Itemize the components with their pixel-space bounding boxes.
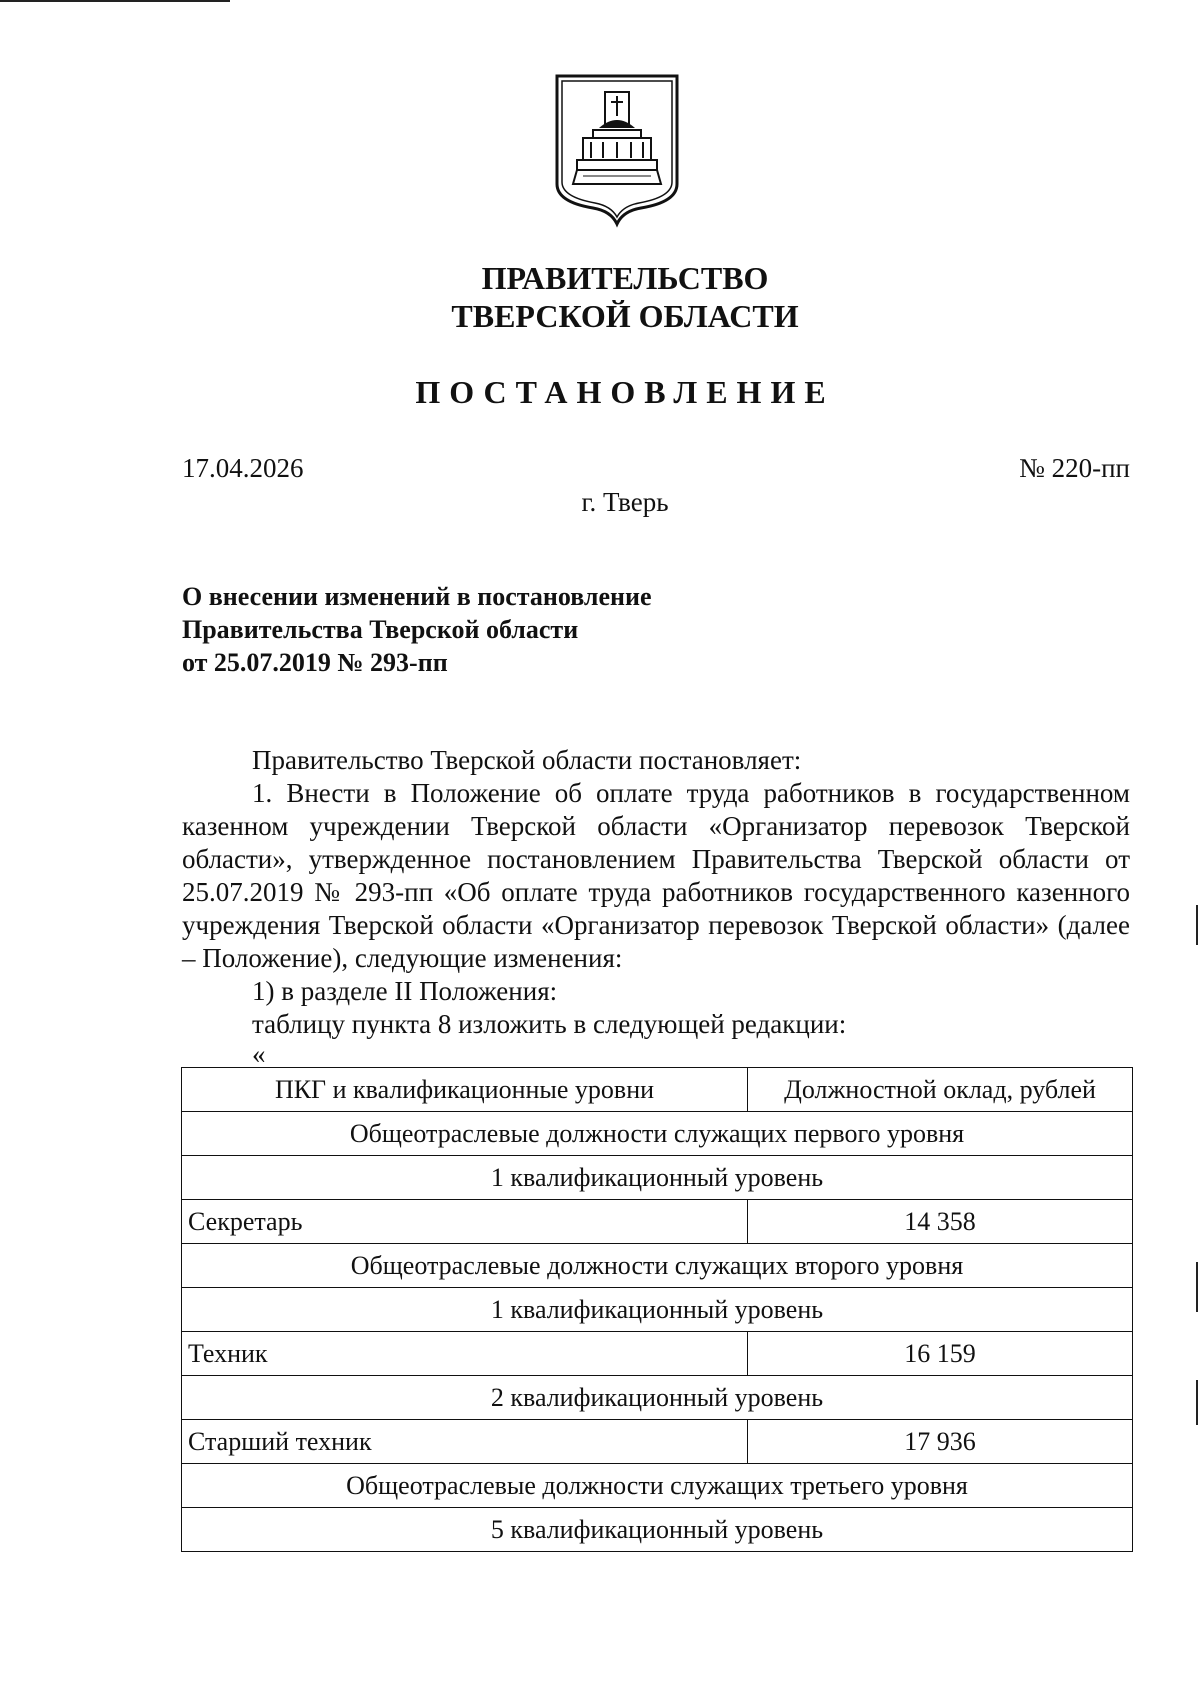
subject-line: Правительства Тверской области	[182, 615, 579, 644]
body-item-1: 1. Внести в Положение об оплате труда работников в государственном казенном учреждении Тверской области «Организатор перевозок Тверской области», утвержденное постановлением Правительства Тверской области от 25.07.2019 № 293-пп «Об оплате труда работников государственного казенного учреждения Тверской области «Организатор перевозок Тверской области» (далее – Положение), следующие изменения:	[182, 778, 1130, 973]
table-row	[182, 1464, 1133, 1508]
table-row	[182, 1112, 1133, 1156]
qualification-level-cell: 1 квалификационный уровень	[182, 1156, 1133, 1200]
decree-city: г. Тверь	[581, 487, 669, 517]
salary-table	[181, 1067, 1133, 1552]
table-row	[182, 1200, 1133, 1244]
table-header-cell: ПКГ и квалификационные уровни	[182, 1068, 748, 1112]
qualification-level-cell: 5 квалификационный уровень	[182, 1508, 1133, 1552]
table-row	[182, 1288, 1133, 1332]
scan-edge-line	[1196, 905, 1198, 945]
scan-edge-line	[0, 0, 230, 2]
table-row	[182, 1332, 1133, 1376]
group-heading-cell: Общеотраслевые должности служащих второго уровня	[182, 1244, 1133, 1288]
document-type: ПОСТАНОВЛЕНИЕ	[415, 374, 835, 410]
qualification-level-cell: 1 квалификационный уровень	[182, 1288, 1133, 1332]
tver-coat-of-arms-icon	[553, 72, 681, 228]
table-row	[182, 1420, 1133, 1464]
salary-cell: 17 936	[748, 1420, 1133, 1464]
scan-edge-line	[1196, 1380, 1198, 1425]
decree-date: 17.04.2026	[182, 453, 304, 483]
position-name-cell: Старший техник	[182, 1420, 748, 1464]
government-title-line2: ТВЕРСКОЙ ОБЛАСТИ	[451, 298, 799, 334]
open-quote: «	[252, 1039, 266, 1069]
body-intro: Правительство Тверской области постановляет:	[252, 745, 802, 775]
body-subitem-1-text: таблицу пункта 8 изложить в следующей редакции:	[252, 1009, 847, 1039]
position-name-cell: Техник	[182, 1332, 748, 1376]
government-title	[0, 259, 1200, 335]
position-name-cell: Секретарь	[182, 1200, 748, 1244]
decree-number: № 220-пп	[1019, 453, 1130, 483]
table-row	[182, 1508, 1133, 1552]
qualification-level-cell: 2 квалификационный уровень	[182, 1376, 1133, 1420]
table-header-cell: Должностной оклад, рублей	[748, 1068, 1133, 1112]
salary-cell: 16 159	[748, 1332, 1133, 1376]
table-row	[182, 1156, 1133, 1200]
scan-edge-line	[1196, 1262, 1198, 1312]
body-subitem-1: 1) в разделе II Положения:	[252, 976, 558, 1006]
subject-line: от 25.07.2019 № 293-пп	[182, 648, 448, 677]
table-header-row	[182, 1068, 1133, 1112]
table-row	[182, 1244, 1133, 1288]
subject-line: О внесении изменений в постановление	[182, 582, 652, 611]
decree-body	[182, 744, 1130, 1067]
group-heading-cell: Общеотраслевые должности служащих третьего уровня	[182, 1464, 1133, 1508]
table-row	[182, 1376, 1133, 1420]
salary-cell: 14 358	[748, 1200, 1133, 1244]
government-title-line1: ПРАВИТЕЛЬСТВО	[481, 260, 769, 296]
decree-subject	[182, 580, 882, 679]
group-heading-cell: Общеотраслевые должности служащих первого уровня	[182, 1112, 1133, 1156]
